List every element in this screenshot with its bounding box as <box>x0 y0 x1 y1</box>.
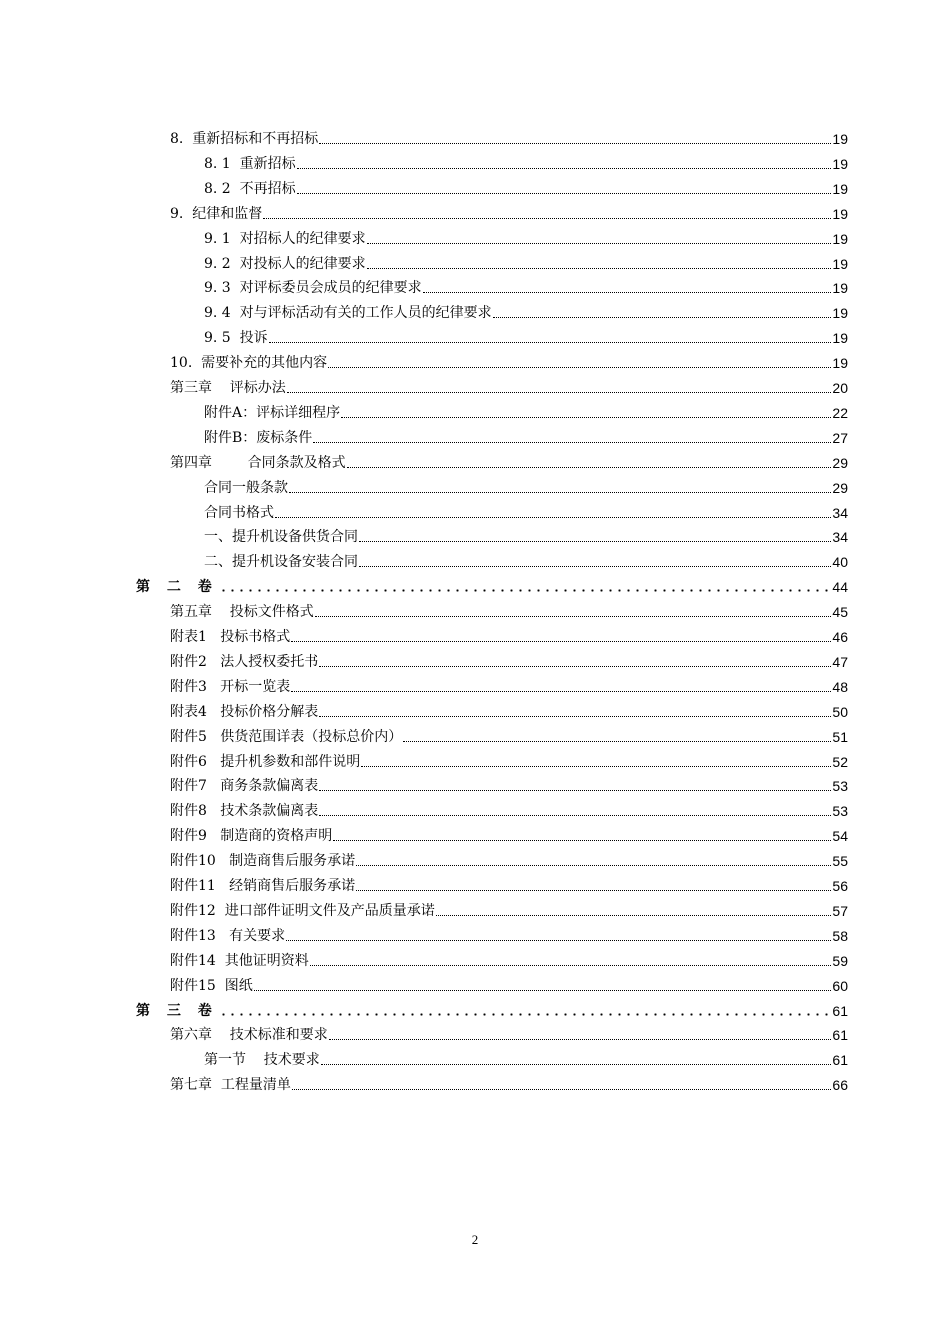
toc-entry-label: 9. 纪律和监督 <box>170 206 263 222</box>
toc-entry-page: 58 <box>832 928 848 944</box>
toc-entry-page: 19 <box>832 181 848 197</box>
toc-entry-page: 53 <box>832 778 848 794</box>
toc-entry-label: 附件8 技术条款偏离表 <box>170 803 319 819</box>
toc-entry-label: 附件12 进口部件证明文件及产品质量承诺 <box>170 903 435 919</box>
toc-dot-leader <box>263 217 831 219</box>
toc-dot-leader <box>310 964 832 966</box>
toc-dot-leader <box>319 814 831 816</box>
toc-entry-page: 27 <box>832 430 848 446</box>
toc-entry-label: 9. 2 对投标人的纪律要求 <box>204 256 366 272</box>
toc-entry[interactable] <box>170 898 848 920</box>
toc-entry-page: 46 <box>832 629 848 645</box>
toc-dot-leader <box>328 366 831 368</box>
toc-entry-label: 附件14 其他证明资料 <box>170 953 309 969</box>
toc-dot-leader <box>329 1038 832 1040</box>
toc-entry-page: 55 <box>832 853 848 869</box>
toc-dot-leader <box>319 789 831 791</box>
toc-entry-label: 9. 1 对招标人的纪律要求 <box>204 231 366 247</box>
toc-dot-leader <box>319 715 831 717</box>
toc-entry-page: 19 <box>832 256 848 272</box>
toc-dot-leader <box>297 192 832 194</box>
toc-entry[interactable] <box>170 624 848 646</box>
toc-entry-label: 附件3 开标一览表 <box>170 679 291 695</box>
toc-entry-label: 附件7 商务条款偏离表 <box>170 778 319 794</box>
toc-dot-leader <box>423 291 832 293</box>
toc-entry[interactable] <box>204 400 848 422</box>
toc-dot-leader <box>359 540 831 542</box>
toc-dot-leader <box>292 1088 832 1090</box>
toc-entry-page: 54 <box>832 828 848 844</box>
toc-entry[interactable] <box>204 549 848 571</box>
toc-entry[interactable] <box>170 873 848 895</box>
toc-entry[interactable] <box>170 923 848 945</box>
toc-dot-leader <box>291 640 831 642</box>
toc-entry[interactable] <box>204 300 848 322</box>
toc-entry-page: 20 <box>832 380 848 396</box>
toc-entry[interactable] <box>204 475 848 497</box>
toc-entry-page: 44 <box>832 579 848 595</box>
toc-entry-page: 19 <box>832 330 848 346</box>
toc-dot-leader <box>319 142 831 144</box>
toc-entry-label: 第四章 合同条款及格式 <box>170 455 346 471</box>
toc-entry-label: 附件10 制造商售后服务承诺 <box>170 853 356 869</box>
toc-dot-leader <box>269 341 832 343</box>
toc-entry[interactable] <box>204 425 848 447</box>
toc-entry-page: 52 <box>832 754 848 770</box>
toc-entry-page: 47 <box>832 654 848 670</box>
toc-entry[interactable] <box>170 126 848 148</box>
toc-dot-leader <box>347 466 832 468</box>
toc-entry[interactable] <box>170 599 848 621</box>
toc-entry[interactable] <box>204 251 848 273</box>
toc-entry-label: 8. 重新招标和不再招标 <box>170 131 319 147</box>
toc-entry-page: 19 <box>832 305 848 321</box>
toc-entry[interactable] <box>170 848 848 870</box>
toc-entry[interactable] <box>170 699 848 721</box>
toc-dot-leader <box>297 167 832 169</box>
toc-entry-page: 60 <box>832 978 848 994</box>
toc-dot-leader <box>319 665 831 667</box>
toc-entry-page: 19 <box>832 231 848 247</box>
toc-entry-label: 附件13 有关要求 <box>170 928 286 944</box>
toc-entry-label: 附表1 投标书格式 <box>170 629 291 645</box>
toc-entry-label: 附表4 投标价格分解表 <box>170 704 319 720</box>
toc-dot-leader <box>359 565 831 567</box>
toc-entry-page: 56 <box>832 878 848 894</box>
toc-entry[interactable] <box>170 823 848 845</box>
toc-entry[interactable] <box>204 500 848 522</box>
toc-dot-leader <box>356 889 831 891</box>
toc-entry-label: 附件15 图纸 <box>170 978 253 994</box>
toc-entry[interactable] <box>204 524 848 546</box>
toc-entry[interactable] <box>170 1022 848 1044</box>
toc-entry-page: 34 <box>832 505 848 521</box>
toc-entry[interactable] <box>170 201 848 223</box>
toc-entry[interactable] <box>204 275 848 297</box>
toc-entry[interactable] <box>136 574 848 596</box>
toc-entry-page: 51 <box>832 729 848 745</box>
toc-entry-page: 19 <box>832 355 848 371</box>
toc-entry-page: 40 <box>832 554 848 570</box>
toc-entry[interactable] <box>204 176 848 198</box>
toc-entry-label: 附件5 供货范围详表（投标总价内） <box>170 729 403 745</box>
toc-dot-leader <box>403 740 831 742</box>
toc-entry-label: 9. 3 对评标委员会成员的纪律要求 <box>204 280 422 296</box>
toc-entry-page: 61 <box>832 1003 848 1019</box>
toc-entry-page: 19 <box>832 280 848 296</box>
toc-entry[interactable] <box>170 649 848 671</box>
toc-dot-leader <box>315 615 832 617</box>
toc-entry-label: 第一节 技术要求 <box>204 1052 320 1068</box>
toc-entry-label: 10. 需要补充的其他内容 <box>170 355 328 371</box>
toc-entry-page: 57 <box>832 903 848 919</box>
toc-dot-leader <box>356 864 831 866</box>
toc-entry-label: 8. 2 不再招标 <box>204 181 296 197</box>
toc-entry-label: 一、提升机设备供货合同 <box>204 529 358 545</box>
toc-dot-leader <box>436 914 832 916</box>
toc-dot-leader <box>286 939 831 941</box>
toc-entry-page: 50 <box>832 704 848 720</box>
toc-entry[interactable] <box>204 226 848 248</box>
toc-entry-label: 合同书格式 <box>204 505 274 521</box>
toc-dot-leader <box>333 839 831 841</box>
toc-entry-label: 第七章 工程量清单 <box>170 1077 291 1093</box>
toc-entry[interactable] <box>170 350 848 372</box>
toc-entry-label: 8. 1 重新招标 <box>204 156 296 172</box>
toc-dot-leader <box>219 589 832 592</box>
toc-entry[interactable] <box>170 375 848 397</box>
toc-entry-label: 第五章 投标文件格式 <box>170 604 314 620</box>
toc-dot-leader <box>291 690 831 692</box>
toc-entry-label: 第六章 技术标准和要求 <box>170 1027 328 1043</box>
toc-entry[interactable] <box>170 973 848 995</box>
toc-dot-leader <box>287 391 832 393</box>
toc-entry-page: 34 <box>832 529 848 545</box>
toc-entry[interactable] <box>170 798 848 820</box>
toc-dot-leader <box>289 491 831 493</box>
toc-entry-label: 9. 5 投诉 <box>204 330 268 346</box>
toc-dot-leader <box>321 1063 832 1065</box>
toc-entry[interactable] <box>204 151 848 173</box>
toc-dot-leader <box>254 989 832 991</box>
toc-entry-label: 第 二 卷 <box>136 579 218 595</box>
toc-dot-leader <box>275 516 831 518</box>
toc-entry-label: 附件B：废标条件 <box>204 430 313 446</box>
toc-dot-leader <box>341 416 831 418</box>
toc-entry-page: 19 <box>832 206 848 222</box>
toc-entry-page: 45 <box>832 604 848 620</box>
toc-entry[interactable] <box>136 998 848 1020</box>
toc-dot-leader <box>361 765 831 767</box>
toc-entry-label: 附件2 法人授权委托书 <box>170 654 319 670</box>
toc-entry-label: 第 三 卷 <box>136 1003 218 1019</box>
page-number: 2 <box>471 1232 479 1247</box>
toc-entry-label: 二、提升机设备安装合同 <box>204 554 358 570</box>
toc-entry-label: 合同一般条款 <box>204 480 288 496</box>
toc-entry[interactable] <box>170 724 848 746</box>
toc-entry[interactable] <box>170 773 848 795</box>
toc-entry-page: 48 <box>832 679 848 695</box>
toc-entry[interactable] <box>204 1047 848 1069</box>
toc-entry[interactable] <box>170 674 848 696</box>
toc-dot-leader <box>493 316 832 318</box>
toc-dot-leader <box>313 441 831 443</box>
toc-dot-leader <box>367 242 832 244</box>
toc-entry-page: 61 <box>832 1027 848 1043</box>
toc-entry[interactable] <box>170 948 848 970</box>
toc-dot-leader <box>219 1013 832 1016</box>
toc-entry-page: 22 <box>832 405 848 421</box>
toc-entry-page: 29 <box>832 455 848 471</box>
toc-entry-label: 附件9 制造商的资格声明 <box>170 828 333 844</box>
toc-entry[interactable] <box>204 325 848 347</box>
toc-entry-page: 59 <box>832 953 848 969</box>
toc-entry-page: 29 <box>832 480 848 496</box>
toc-entry-label: 第三章 评标办法 <box>170 380 286 396</box>
toc-entry-page: 19 <box>832 131 848 147</box>
toc-entry-page: 61 <box>832 1052 848 1068</box>
toc-entry[interactable] <box>170 450 848 472</box>
toc-entry-page: 53 <box>832 803 848 819</box>
toc-entry-label: 9. 4 对与评标活动有关的工作人员的纪律要求 <box>204 305 492 321</box>
toc-entry-label: 附件A：评标详细程序 <box>204 405 341 421</box>
toc-entry-page: 19 <box>832 156 848 172</box>
toc-entry-page: 66 <box>832 1077 848 1093</box>
toc-entry[interactable] <box>170 749 848 771</box>
toc-dot-leader <box>367 267 832 269</box>
toc-entry-label: 附件6 提升机参数和部件说明 <box>170 754 361 770</box>
toc-entry[interactable] <box>170 1072 848 1094</box>
toc-entry-label: 附件11 经销商售后服务承诺 <box>170 878 356 894</box>
